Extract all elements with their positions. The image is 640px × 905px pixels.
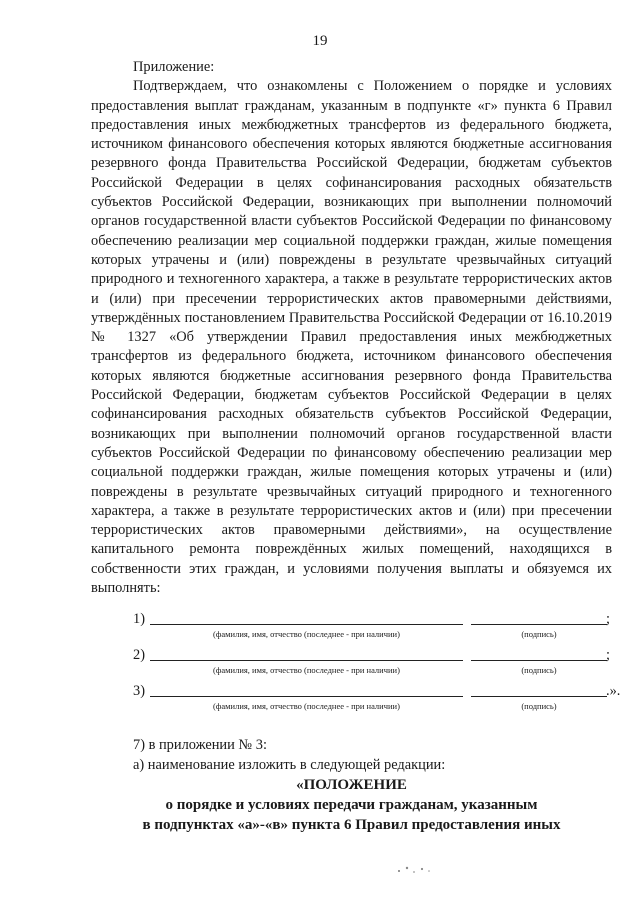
- signature-number: 1): [133, 611, 145, 628]
- signature-caption: (подпись): [521, 701, 557, 712]
- name-caption: (фамилия, имя, отчество (последнее - при наличии): [213, 629, 400, 640]
- heading-line-1: «ПОЛОЖЕНИЕ: [296, 776, 407, 793]
- heading-line-2: о порядке и условиях передачи гражданам, указанным: [165, 796, 538, 813]
- signature-field-line[interactable]: [471, 660, 607, 661]
- signature-field-line[interactable]: [471, 696, 607, 697]
- confirmation-paragraph: Подтверждаем, что ознакомлены с Положением о порядке и условиях предоставления выплат гражданам, указанным в подпункте «г» пункта 6 Правил предоставления иных межбюджетных трансфертов из федерального бюджета, источником финансового обеспечения которых являются бюджетные ассигнования резервного фонда Правительства Российской Федерации, бюджетам субъектов Российской Федерации в целях софинансирования расходных обязательств субъектов Российской Федерации, возникающих при выполнении полномочий органов государственной власти субъектов Российской Федерации по финансовому обеспечению реализации мер социальной поддержки граждан, жилые помещения которых утрачены и (или) повреждены в результате чрезвычайных ситуаций природного и техногенного характера, а также в результате террористических актов и (или) при пресечении террористических актов правомерными действиями, утверждённых постановлением Правительства Российской Федерации от 16.10.2019 № 1327 «Об утверждении Правил предоставления иных межбюджетных трансфертов из федерального бюджета, источником финансового обеспечения которых являются бюджетные ассигнования резервного фонда Правительства Российской Федерации, бюджетам субъектов Российской Федерации в целях софинансирования расходных обязательств субъектов Российской Федерации, возникающих при выполнении полномочий органов государственной власти субъектов Российской Федерации по финансовому обеспечению реализации мер социальной поддержки граждан, жилые помещения которых утрачены и (или) повреждены в результате чрезвычайных ситуаций природного и техногенного характера, а также в результате террористических актов и (или) при пресечении террористических актов правомерными действиями», на осуществление капитального ремонта повреждённых жилых помещений, находящихся в собственности этих граждан, и условиями получения выплаты и обязуемся их выполнять:: [91, 78, 612, 597]
- document-body: [91, 58, 621, 835]
- signature-field-line[interactable]: [471, 624, 607, 625]
- section-heading: [91, 775, 612, 835]
- signature-ending: ;: [606, 611, 610, 628]
- name-field-line[interactable]: [150, 660, 463, 661]
- signature-caption: (подпись): [521, 665, 557, 676]
- scan-artifact: [395, 862, 435, 876]
- signature-ending: ;: [606, 647, 610, 664]
- signature-row-2: [91, 646, 612, 682]
- name-caption: (фамилия, имя, отчество (последнее - при наличии): [213, 665, 400, 676]
- signature-number: 2): [133, 647, 145, 664]
- page-number: 19: [312, 33, 328, 49]
- signature-number: 3): [133, 683, 145, 700]
- name-field-line[interactable]: [150, 696, 463, 697]
- appendix-label: Приложение:: [133, 59, 215, 75]
- item-a: а) наименование изложить в следующей редакции:: [133, 756, 446, 773]
- signature-row-3: [91, 682, 621, 718]
- signature-caption: (подпись): [521, 629, 557, 640]
- signature-ending: .».: [606, 683, 621, 700]
- name-field-line[interactable]: [150, 624, 463, 625]
- name-caption: (фамилия, имя, отчество (последнее - при наличии): [213, 701, 400, 712]
- heading-line-3: в подпунктах «а»-«в» пункта 6 Правил предоставления иных: [142, 816, 561, 833]
- signature-row-1: [91, 610, 612, 646]
- item-7: 7) в приложении № 3:: [133, 737, 267, 754]
